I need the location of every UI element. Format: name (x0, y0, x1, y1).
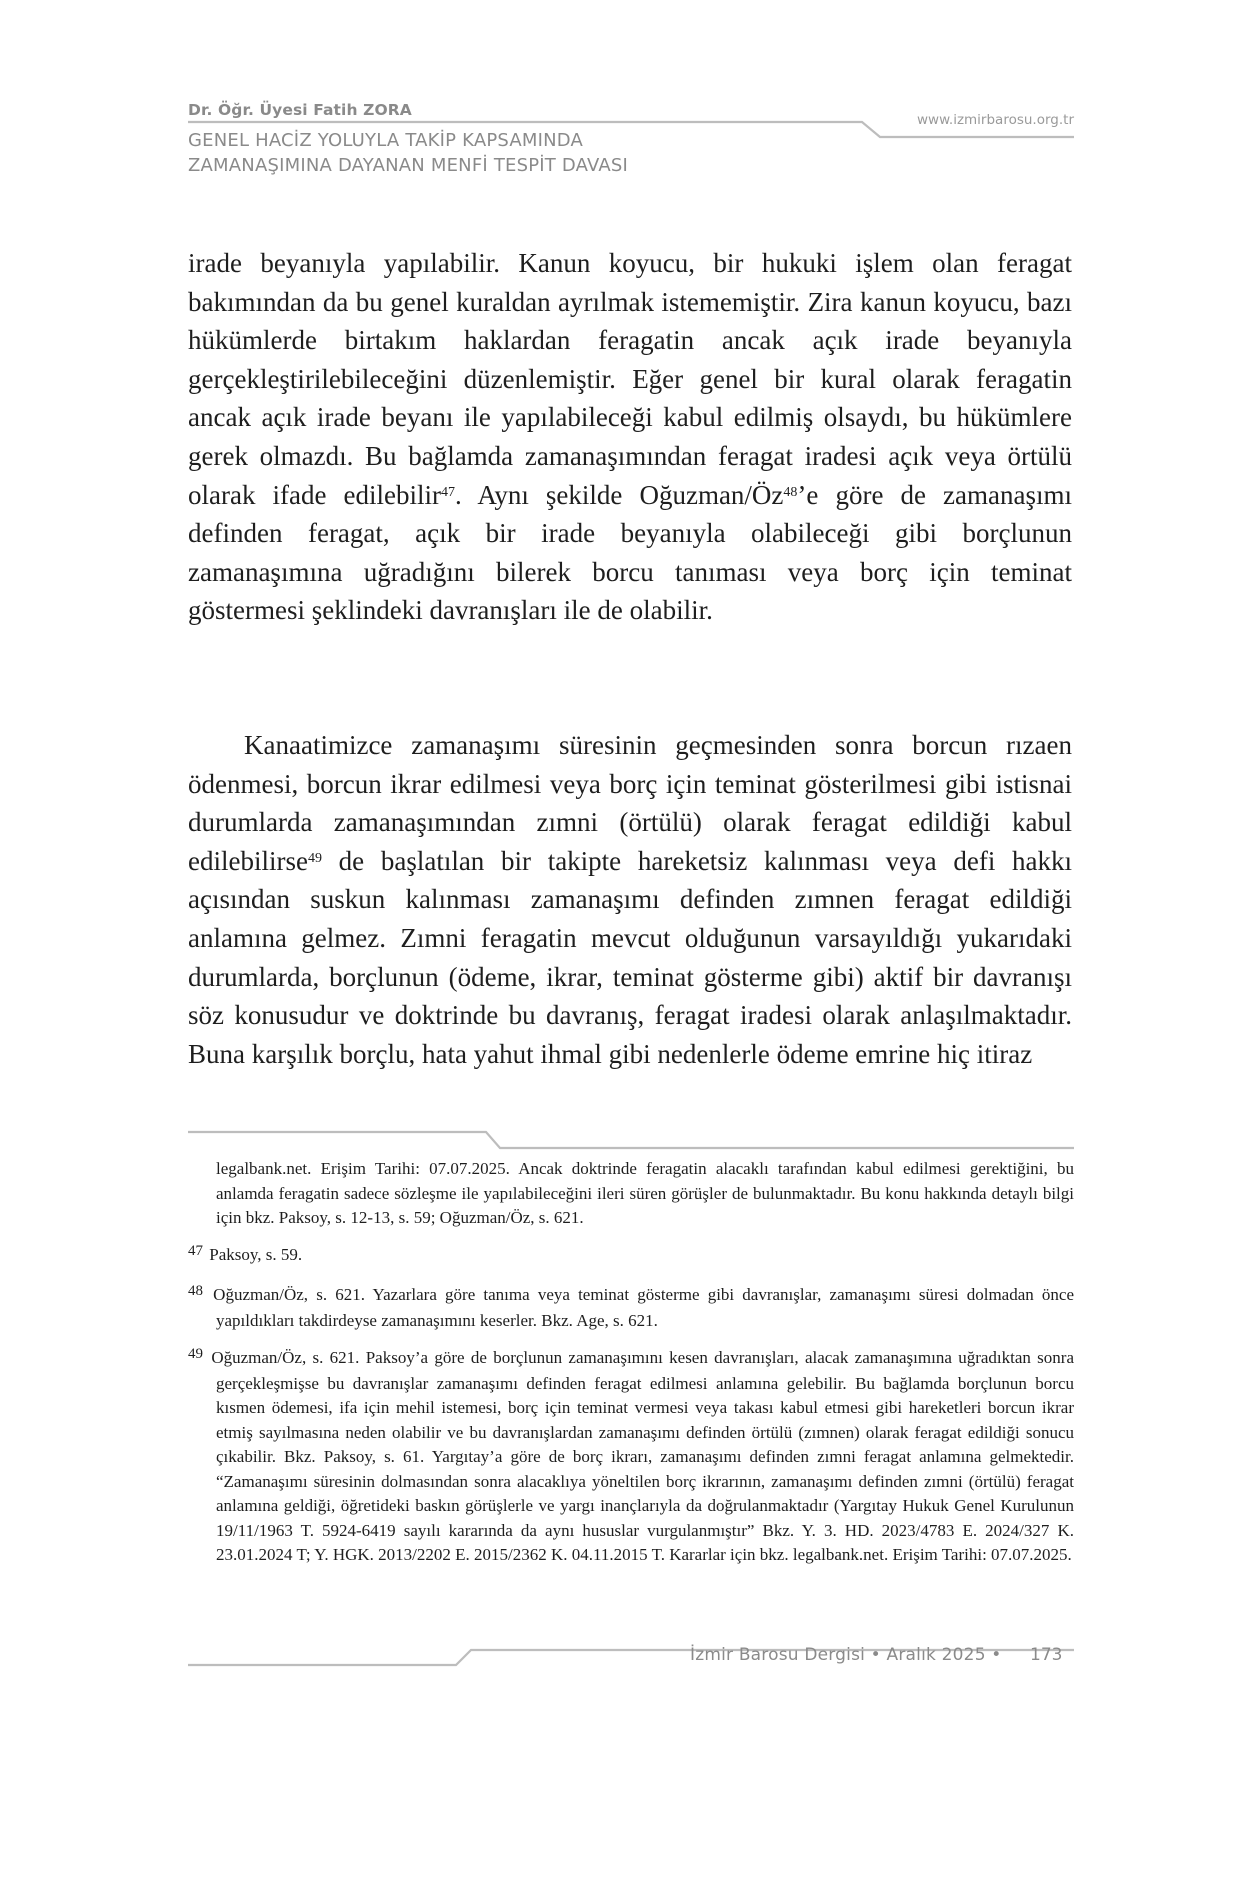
footer-journal-name: İzmir Barosu Dergisi • Aralık 2025 • (690, 1645, 1002, 1665)
footnote-text: Oğuzman/Öz, s. 621. Paksoy’a göre de borçlunun zamanaşımını kesen davranışları, alacak zamanaşımına uğradıktan sonra gerçekleşmişse bu davranışlar zamanaşımı definden feragat edilmesi anlamına gelebilir. Bu bağlamda borçlunun borcu kısmen ödemesi, ifa için mehil istemesi, borç için teminat vermesi veya takası kabul etmesi gibi hareketleri borcun ikrar etmiş sayılmasına neden olabilir ve bu davranışlardan zamanaşımı definden örtülü (zımnen) olarak feragat edildiği sonucu çıkabilir. Bkz. Paksoy, s. 61. Yargıtay’a göre de borç ikrarı, zamanaşımı definden zımni feragat anlamına gelmektedir. “Zamanaşımı süresinin dolmasından sonra alacaklıya yöneltilen borç ikrarının, zamanaşımı definden zımni (örtülü) feragat anlamına geldiği, öğretideki baskın görüşlerle ve yargı inançlarıyla da doğrulanmaktadır (Yargıtay Hukuk Genel Kurulunun 19/11/1963 T. 5924-6419 sayılı kararında da aynı hususlar vurgulanmıştır” Bkz. Y. 3. HD. 2023/4783 E. 2024/327 K. 23.01.2024 T; Y. HGK. 2013/2202 E. 2015/2362 K. 04.11.2015 T. Kararlar için bkz. legalbank.net. Erişim Tarihi: 07.07.2025. (211, 1348, 1075, 1564)
footnote-49 (188, 1346, 1074, 1568)
paragraph-1-text-c: ’e göre de zamanaşımı definden feragat, açık bir irade beyanıyla olabileceği gibi borçlunun zamanaşımına uğradığını bilerek borcu tanıması veya borç için teminat göstermesi şeklindeki davranışları ile de olabilir. (188, 479, 1072, 626)
footnote-number: 48 (188, 1283, 203, 1299)
paragraph-2-text-b: de başlatılan bir takipte hareketsiz kalınması veya defi hakkı açısından suskun kalınması zamanaşımı definden zımnen feragat edildiği anlamına gelmez. Zımni feragatin mevcut olduğunun varsayıldığı yukarıdaki durumlarda, borçlunun (ödeme, ikrar, teminat gösterme gibi) aktif bir davranışı söz konusudur ve doktrinde bu davranış, feragat iradesi olarak anlaşılmaktadır. Buna karşılık borçlu, hata yahut ihmal gibi nedenlerle ödeme emrine hiç itiraz (188, 845, 1072, 1069)
footnote-ref-47[interactable]: 47 (441, 484, 456, 500)
footnote-text: Paksoy, s. 59. (209, 1245, 303, 1264)
paragraph-1-text-b: . Aynı şekilde Oğuzman/Öz (455, 479, 784, 510)
page-number: 173 (1030, 1645, 1063, 1665)
header-rule (188, 122, 1074, 137)
header-author: Dr. Öğr. Üyesi Fatih ZORA (188, 101, 412, 119)
footnote-continued: legalbank.net. Erişim Tarihi: 07.07.2025. Ancak doktrinde feragatin alacaklı tarafından kabul edilmesi gerektiğini, bu anlamda feragatin sadece sözleşme ile yapılabileceğini ileri süren görüşler de bulunmaktadır. Bu konu hakkında detaylı bilgi için bkz. Paksoy, s. 12-13, s. 59; Oğuzman/Öz, s. 621. (216, 1159, 1074, 1227)
body-paragraph-1 (188, 244, 1072, 630)
header-title-line-1: GENEL HACİZ YOLUYLA TAKİP KAPSAMINDA (188, 130, 584, 151)
footnote-text: Oğuzman/Öz, s. 621. Yazarlara göre tanıma veya teminat gösterme gibi davranışlar, zamanaşımı süresi dolmadan önce yapıldıkları takdirdeyse zamanaşımını keserler. Bkz. Age, s. 621. (213, 1285, 1075, 1330)
paragraph-1-text-a: irade beyanıyla yapılabilir. Kanun koyucu, bir hukuki işlem olan feragat bakımından da bu genel kuraldan ayrılmak istememiştir. Zira kanun koyucu, bazı hükümlerde birtakım haklardan feragatin ancak açık irade beyanıyla gerçekleştirilebileceğini düzenlemiştir. Eğer genel bir kural olarak feragatin ancak açık irade beyanı ile yapılabileceği kabul edilmiş olsaydı, bu hükümlere gerek olmazdı. Bu bağlamda zamanaşımından feragat iradesi açık veya örtülü olarak ifade edilebilir (188, 248, 1072, 510)
footnote-ref-49[interactable]: 49 (307, 850, 322, 866)
header-website: www.izmirbarosu.org.tr (917, 112, 1074, 128)
footnote-number: 49 (188, 1346, 203, 1362)
footnote-number: 47 (188, 1243, 203, 1259)
paragraph-2-text-a: Kanaatimizce zamanaşımı süresinin geçmesinden sonra borcun rızaen ödenmesi, borcun ikrar edilmesi veya borç için teminat gösterilmesi gibi istisnai durumlarda zamanaşımından zımni (örtülü) olarak feragat edildiği kabul edilebilirse (188, 730, 1072, 876)
footnote-47 (188, 1243, 1074, 1269)
footnote-ref-48[interactable]: 48 (783, 484, 798, 500)
header-title-line-2: ZAMANAŞIMINA DAYANAN MENFİ TESPİT DAVASI (188, 155, 629, 176)
footnote-separator-rule (188, 1132, 1074, 1148)
body-paragraph-2 (188, 726, 1072, 1073)
footnote-48 (188, 1283, 1074, 1333)
